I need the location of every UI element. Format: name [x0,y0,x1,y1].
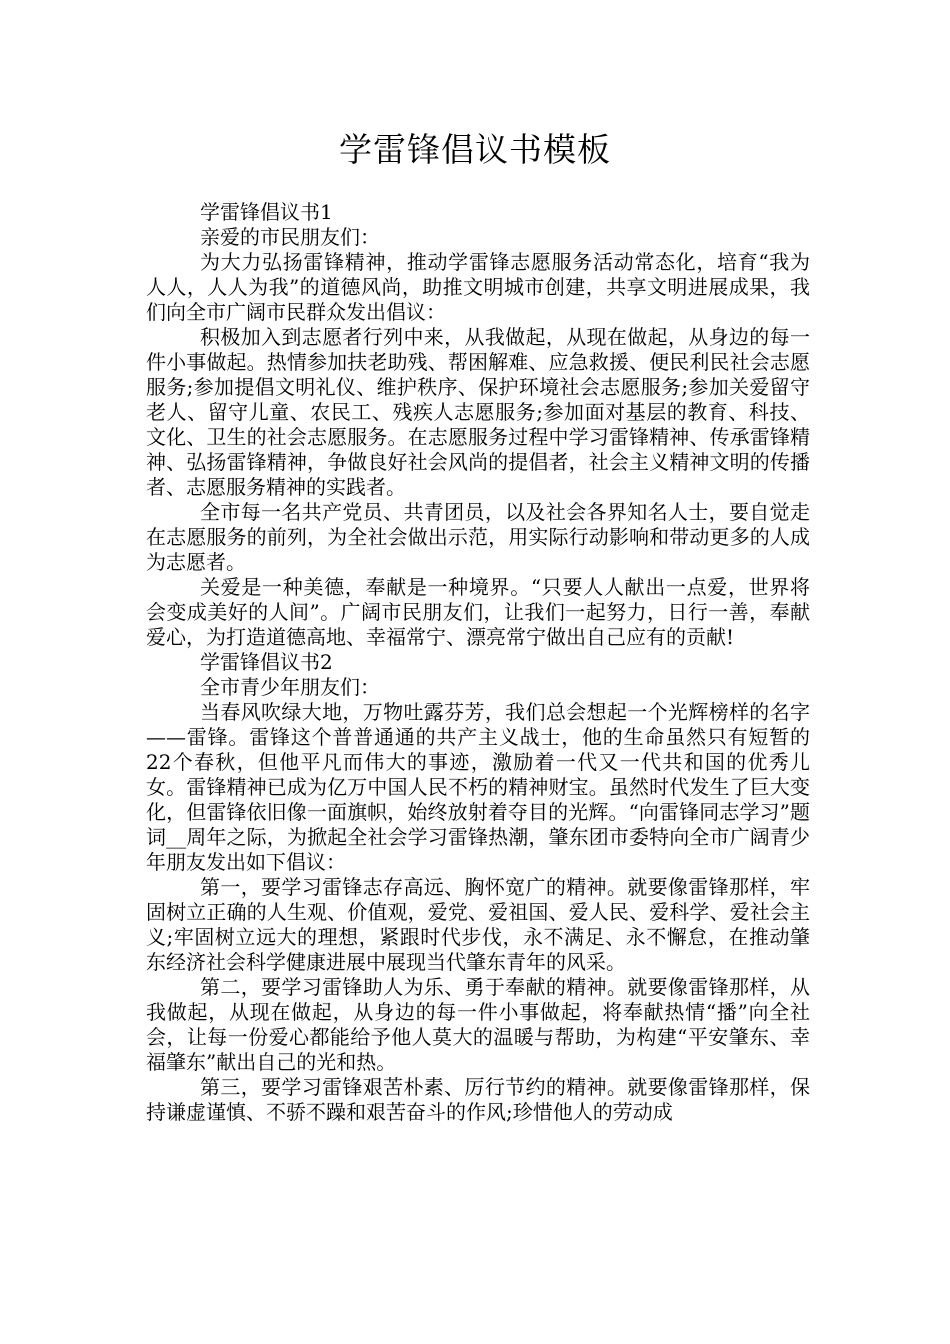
document-title: 学雷锋倡议书模板 [339,130,611,169]
paragraph: 第一，要学习雷锋志存高远、胸怀宽广的精神。就要像雷锋那样，牢固树立正确的人生观、价值观，爱党、爱祖国、爱人民、爱科学、爱社会主义;牢固树立远大的理想，紧跟时代步伐，永不满足、永不懈怠，在推动肇东经济社会科学健康进展中展现当代肇东青年的风采。 [146,875,810,974]
salutation: 亲爱的市民朋友们： [200,225,380,249]
proposal-section-1 [146,200,810,650]
paragraph: 当春风吹绿大地，万物吐露芬芳，我们总会想起一个光辉榜样的名字——雷锋。雷锋这个普普通通的共产主义战士，他的生命虽然只有短暂的22个春秋，但他平凡而伟大的事迹，激励着一代又一代共和国的优秀儿女。雷锋精神已成为亿万中国人民不朽的精神财宝。虽然时代发生了巨大变化，但雷锋依旧像一面旗帜，始终放射着夺目的光辉。“向雷锋同志学习”题词__周年之际，为掀起全社会学习雷锋热潮，肇东团市委特向全市广阔青少年朋友发出如下倡议： [146,700,810,874]
section-heading: 学雷锋倡议书2 [200,650,333,674]
paragraph: 积极加入到志愿者行列中来，从我做起，从现在做起，从身边的每一件小事做起。热情参加扶老助残、帮困解难、应急救援、便民利民社会志愿服务;参加提倡文明礼仪、维护秩序、保护环境社会志愿服务;参加关爱留守老人、留守儿童、农民工、残疾人志愿服务;参加面对基层的教育、科技、文化、卫生的社会志愿服务。在志愿服务过程中学习雷锋精神、传承雷锋精神、弘扬雷锋精神，争做良好社会风尚的提倡者，社会主义精神文明的传播者、志愿服务精神的实践者。 [146,325,810,499]
proposal-section-2 [146,650,810,1125]
paragraph: 关爱是一种美德，奉献是一种境界。“只要人人献出一点爱，世界将会变成美好的人间”。广阔市民朋友们，让我们一起努力，日行一善，奉献爱心，为打造道德高地、幸福常宁、漂亮常宁做出自己应有的贡献! [146,575,810,649]
document-body [146,200,810,1125]
paragraph: 全市每一名共产党员、共青团员，以及社会各界知名人士，要自觉走在志愿服务的前列，为全社会做出示范，用实际行动影响和带动更多的人成为志愿者。 [146,500,810,574]
paragraph: 为大力弘扬雷锋精神，推动学雷锋志愿服务活动常态化，培育“我为人人，人人为我”的道德风尚，助推文明城市创建，共享文明进展成果，我们向全市广阔市民群众发出倡议： [146,250,810,324]
paragraph: 第三，要学习雷锋艰苦朴素、厉行节约的精神。就要像雷锋那样，保持谦虚谨慎、不骄不躁和艰苦奋斗的作风;珍惜他人的劳动成 [146,1075,810,1124]
salutation: 全市青少年朋友们： [200,675,380,699]
section-heading: 学雷锋倡议书1 [200,200,333,224]
paragraph: 第二，要学习雷锋助人为乐、勇于奉献的精神。就要像雷锋那样，从我做起，从现在做起，从身边的每一件小事做起，将奉献热情“播”向全社会，让每一份爱心都能给予他人莫大的温暖与帮助，为构建“平安肇东、幸福肇东”献出自己的光和热。 [146,975,810,1074]
